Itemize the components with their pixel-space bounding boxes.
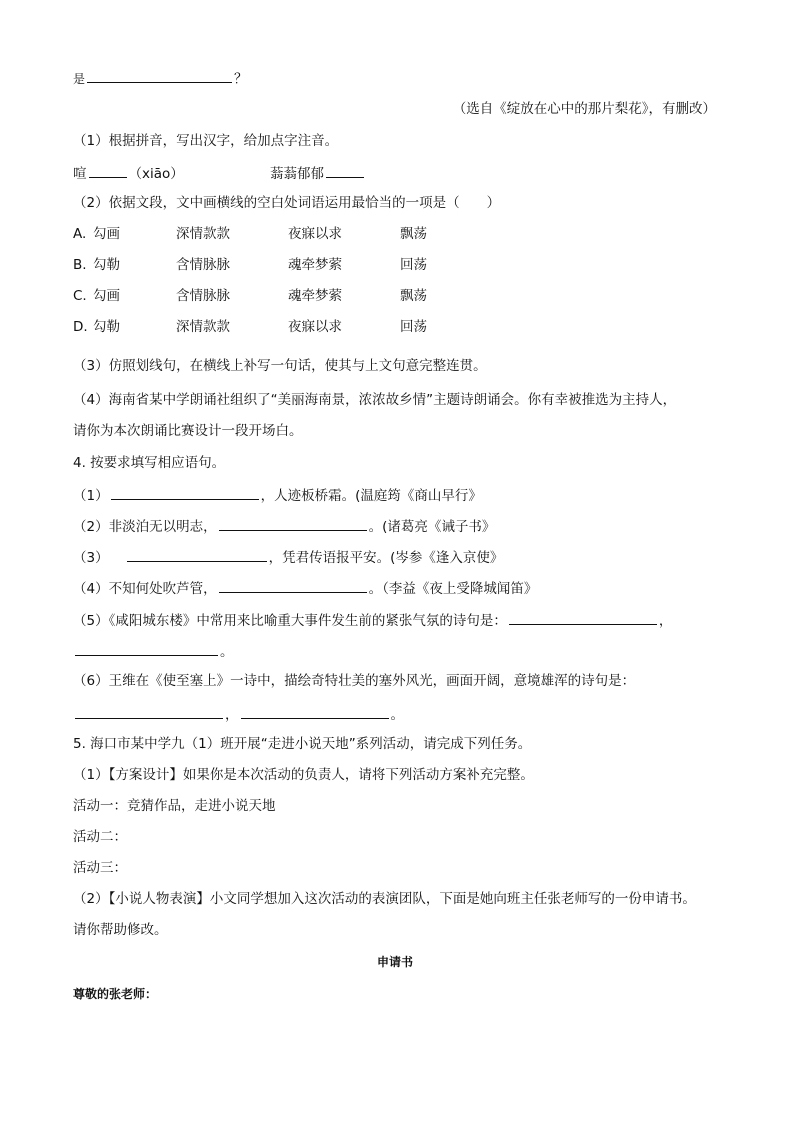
option-word-1: 勾勒: [93, 319, 120, 335]
q4-line2: 请你为本次朗诵比赛设计一段开场白。: [73, 423, 303, 439]
option-word-2: 含情脉脉: [176, 257, 230, 273]
option-label: C.: [73, 288, 87, 304]
answer-blank[interactable]: [509, 610, 657, 625]
s5-task2-line1: （2）【小说人物表演】小文同学想加入这次活动的表演团队，下面是她向班主任张老师写的一份申请书。: [73, 891, 696, 907]
q1-prompt: （1）根据拼音，写出汉字，给加点字注音。: [73, 133, 339, 149]
answer-blank[interactable]: [127, 547, 267, 562]
s4-item4-prefix: （4）不知何处吹芦管，: [73, 581, 217, 597]
s4-item5-comma: ，: [658, 613, 673, 629]
q1-item1-word: 喧: [73, 166, 87, 182]
q1-item2-word: 蓊蓊郁郁: [270, 166, 324, 182]
option-label: A.: [73, 226, 87, 242]
answer-blank[interactable]: [87, 68, 232, 83]
s4-item5-prefix: （5）《咸阳城东楼》中常用来比喻重大事件发生前的紧张气氛的诗句是：: [73, 613, 507, 629]
option-word-2: 含情脉脉: [176, 288, 230, 304]
option-word-1: 勾勒: [93, 257, 120, 273]
answer-blank[interactable]: [219, 578, 367, 593]
section5-title: 5. 海口市某中学九（1）班开展“走进小说天地”系列活动，请完成下列任务。: [73, 736, 532, 752]
option-word-3: 魂牵梦萦: [288, 288, 342, 304]
letter-title: 申请书: [377, 955, 414, 969]
s4-item6-period: 。: [390, 707, 404, 723]
s4-item3-suffix: ，凭君传语报平安。(岑参《逢入京使》: [268, 550, 504, 566]
option-word-1: 勾画: [93, 226, 120, 242]
answer-blank[interactable]: [241, 704, 389, 719]
lead-word: 是: [73, 72, 86, 86]
option-word-3: 魂牵梦萦: [288, 257, 342, 273]
s5-task1: （1）【方案设计】如果你是本次活动的负责人，请将下列活动方案补充完整。: [73, 767, 534, 783]
answer-blank[interactable]: [89, 163, 127, 178]
s4-item2-suffix: 。(诸葛亮《诫子书》: [368, 519, 496, 535]
s4-item1-suffix: ，人迹板桥霜。(温庭筠《商山早行》: [260, 488, 482, 504]
lead-question-mark: ？: [234, 71, 248, 87]
answer-blank[interactable]: [75, 704, 223, 719]
q1-item2: [270, 163, 366, 183]
s5-task2-line2: 请你帮助修改。: [73, 922, 168, 938]
source-citation: （选自《绽放在心中的那片梨花》，有删改）: [452, 101, 716, 117]
s4-item2-prefix: （2）非淡泊无以明志，: [73, 519, 217, 535]
option-word-4: 回荡: [400, 319, 427, 335]
option-word-4: 飘荡: [400, 226, 427, 242]
answer-blank[interactable]: [326, 163, 364, 178]
answer-blank[interactable]: [75, 641, 218, 656]
option-word-3: 夜寐以求: [288, 319, 342, 335]
s4-item3-prefix: （3）: [73, 550, 109, 566]
option-word-4: 回荡: [400, 257, 427, 273]
s5-activity3: 活动三：: [73, 860, 127, 876]
option-label: D.: [73, 319, 88, 335]
s4-item3: [73, 547, 503, 567]
s4-item4: [73, 578, 537, 598]
answer-blank[interactable]: [219, 516, 367, 531]
option-word-2: 深情款款: [176, 226, 230, 242]
s4-item5-cont: [73, 641, 234, 661]
option-word-4: 飘荡: [400, 288, 427, 304]
lead-line: [73, 68, 248, 88]
q1-item1-pinyin: （xiāo）: [128, 166, 184, 182]
q2-prompt: （2）依据文段，文中画横线的空白处词语运用最恰当的一项是（ ）: [73, 195, 501, 211]
option-word-2: 深情款款: [176, 319, 230, 335]
option-word-3: 夜寐以求: [288, 226, 342, 242]
s4-item1-prefix: （1）: [73, 488, 109, 504]
s4-item5-period: 。: [220, 644, 234, 660]
s4-item2: [73, 516, 495, 536]
s4-item6: （6）王维在《使至塞上》一诗中，描绘奇特壮美的塞外风光，画面开阔，意境雄浑的诗句是：: [73, 673, 636, 689]
s5-activity2: 活动二：: [73, 829, 127, 845]
section4-title: 4. 按要求填写相应语句。: [73, 455, 226, 471]
letter-greeting: 尊敬的张老师：: [73, 987, 158, 1001]
answer-blank[interactable]: [111, 485, 259, 500]
q4-line1: （4）海南省某中学朗诵社组织了“美丽海南景，浓浓故乡情”主题诗朗诵会。你有幸被推选为主持人，: [73, 392, 677, 408]
q3-prompt: （3）仿照划线句，在横线上补写一句话，使其与上文句意完整连贯。: [73, 358, 487, 374]
option-label: B.: [73, 257, 87, 273]
option-word-1: 勾画: [93, 288, 120, 304]
s4-item6-comma: ，: [225, 707, 239, 723]
s4-item6-cont: [73, 704, 404, 724]
s4-item4-suffix: 。（李益《夜上受降城闻笛》: [368, 581, 538, 597]
q1-item1: [73, 163, 184, 183]
s4-item1: [73, 485, 482, 505]
s4-item5: [73, 610, 672, 630]
s5-activity1: 活动一：竞猜作品，走进小说天地: [73, 798, 276, 814]
